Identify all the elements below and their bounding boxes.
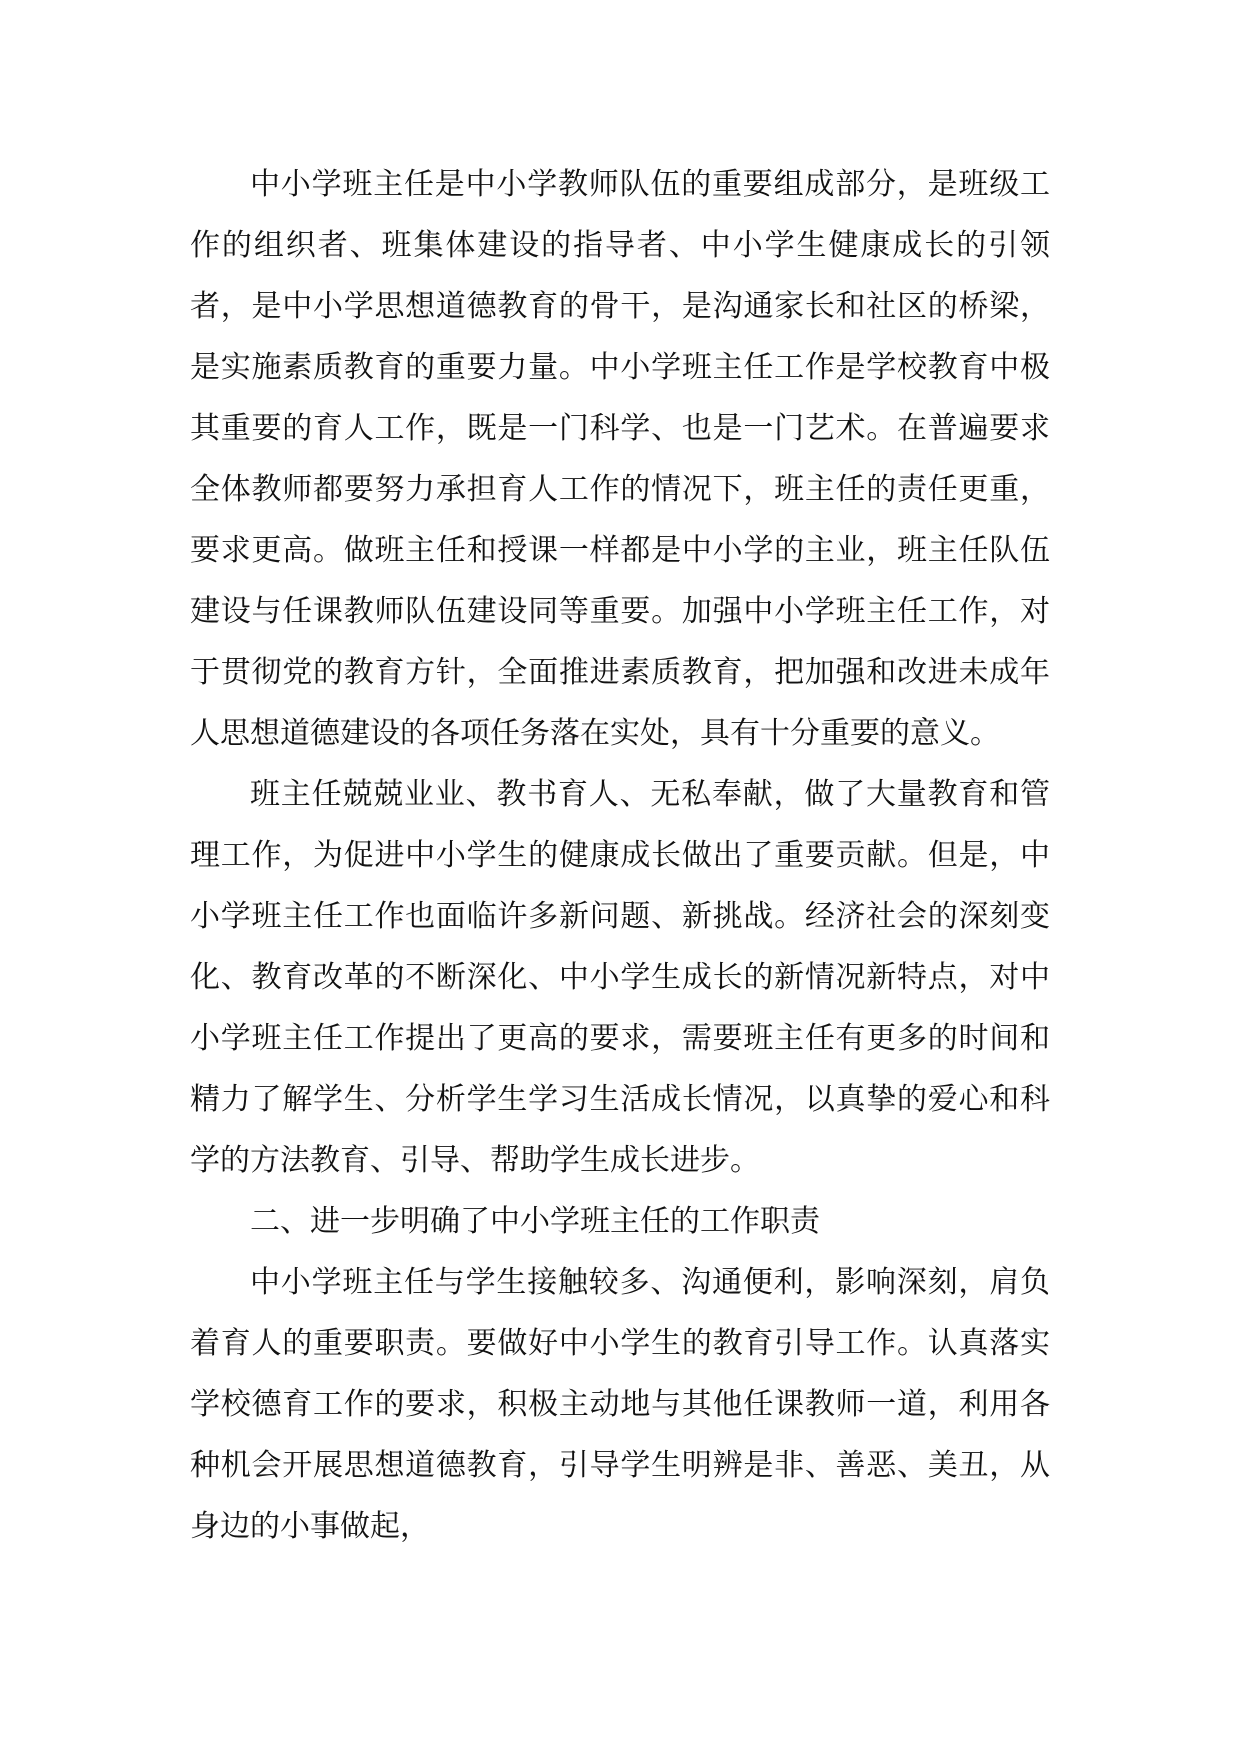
paragraph-dedication: 班主任兢兢业业、教书育人、无私奉献，做了大量教育和管理工作，为促进中小学生的健康成长做出了重要贡献。但是，中小学班主任工作也面临许多新问题、新挑战。经济社会的深刻变化、教育改革的不断深化、中小学生成长的新情况新特点，对中小学班主任工作提出了更高的要求，需要班主任有更多的时间和精力了解学生、分析学生学习生活成长情况，以真挚的爱心和科学的方法教育、引导、帮助学生成长进步。: [190, 777, 1050, 1178]
paragraph-intro: 中小学班主任是中小学教师队伍的重要组成部分，是班级工作的组织者、班集体建设的指导者、中小学生健康成长的引领者，是中小学思想道德教育的骨干，是沟通家长和社区的桥梁，是实施素质教育的重要力量。中小学班主任工作是学校教育中极其重要的育人工作，既是一门科学、也是一门艺术。在普遍要求全体教师都要努力承担育人工作的情况下，班主任的责任更重，要求更高。做班主任和授课一样都是中小学的主业，班主任队伍建设与任课教师队伍建设同等重要。加强中小学班主任工作，对于贯彻党的教育方针，全面推进素质教育，把加强和改进未成年人思想道德建设的各项任务落在实处，具有十分重要的意义。: [190, 167, 1050, 751]
paragraph-duties: 中小学班主任与学生接触较多、沟通便利，影响深刻，肩负着育人的重要职责。要做好中小学生的教育引导工作。认真落实学校德育工作的要求，积极主动地与其他任课教师一道，利用各种机会开展思想道德教育，引导学生明辨是非、善恶、美丑，从身边的小事做起，: [190, 1265, 1050, 1544]
section-heading: 二、进一步明确了中小学班主任的工作职责: [250, 1204, 820, 1239]
document-body: [190, 154, 1050, 1557]
